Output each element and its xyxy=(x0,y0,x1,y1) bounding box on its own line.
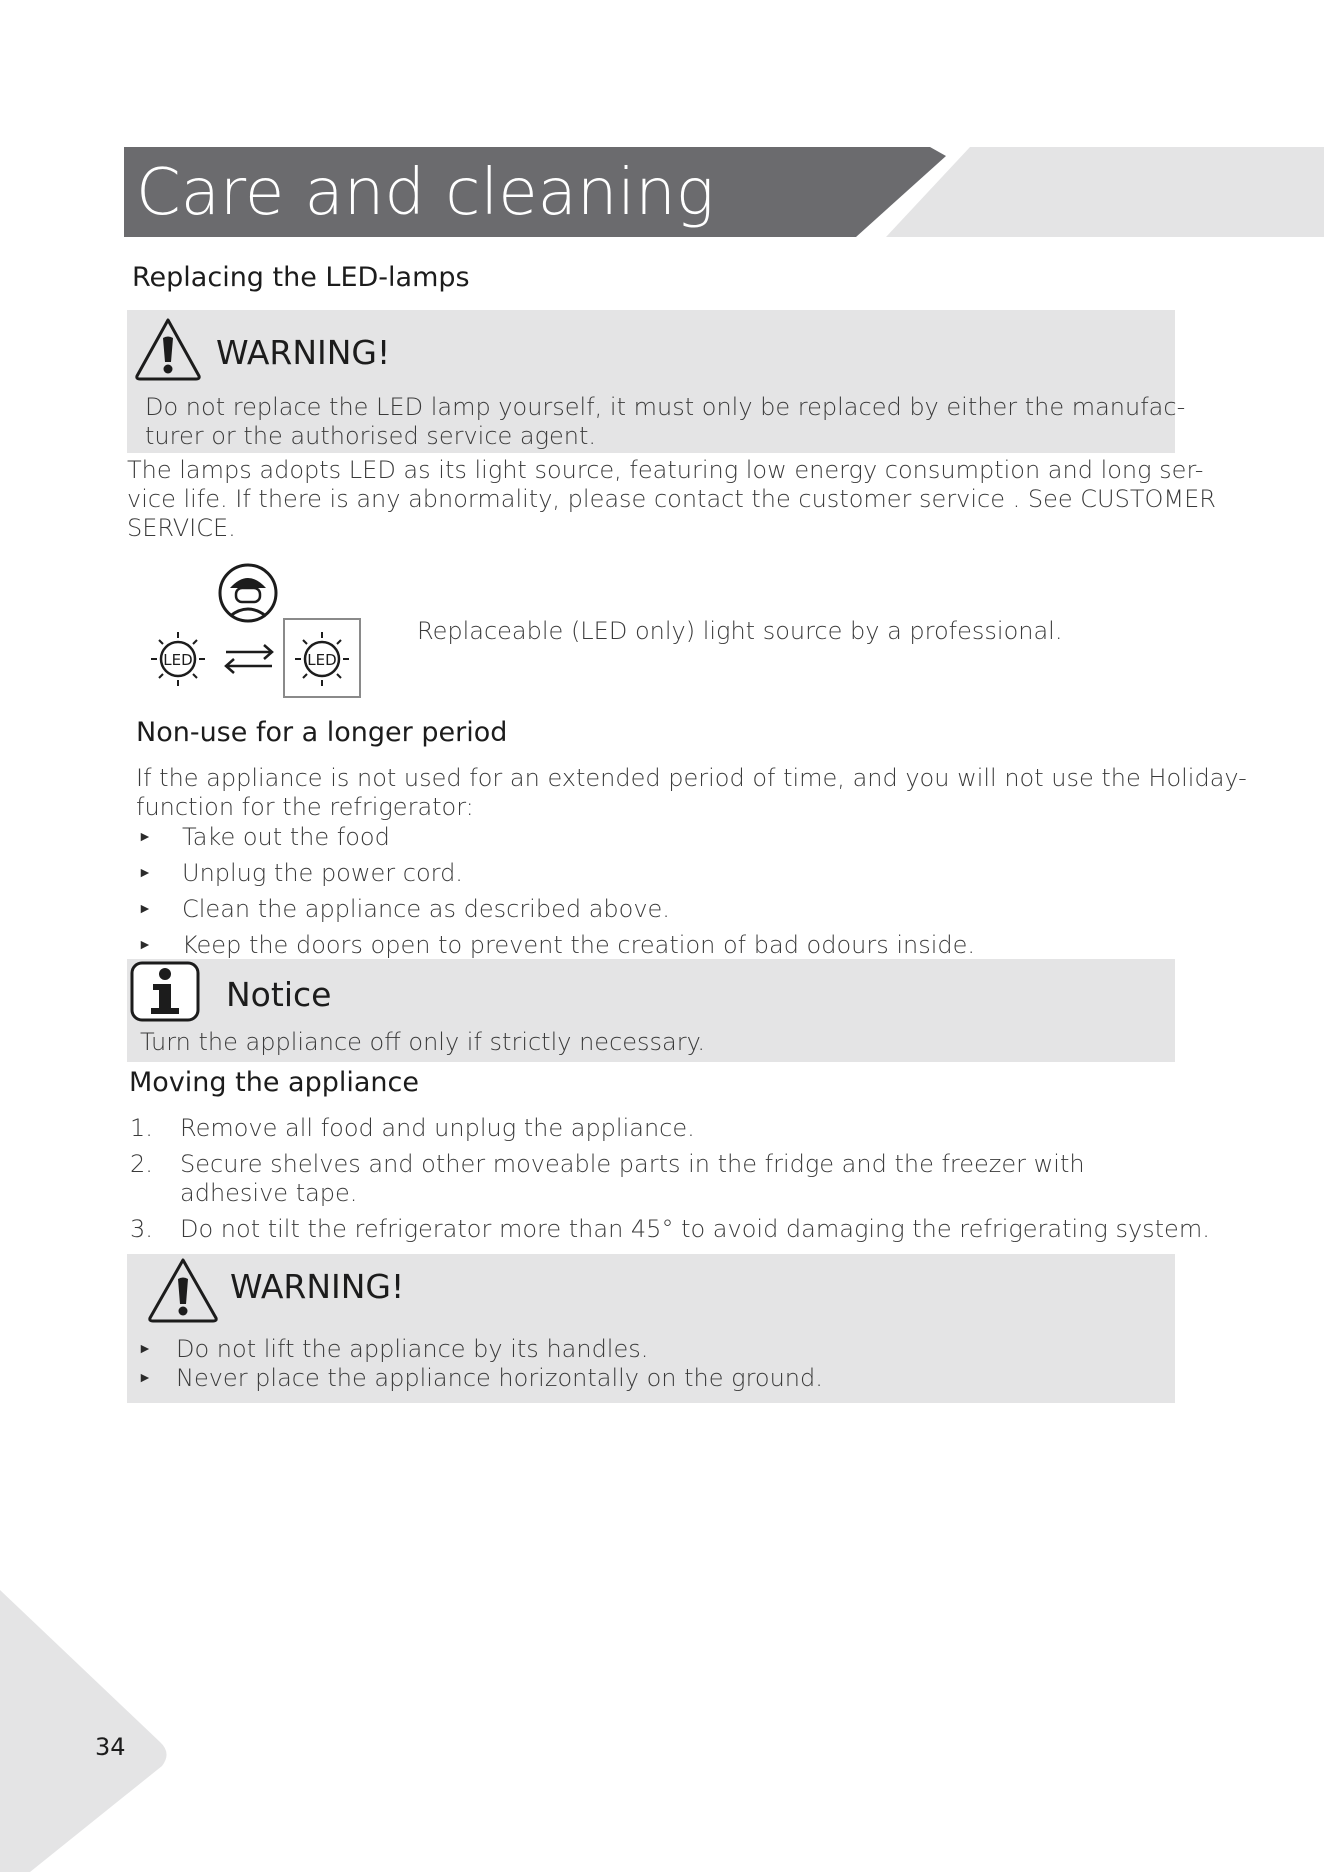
led-replacement-icon xyxy=(138,560,378,700)
nonuse-intro-line1: If the appliance is not used for an extended period of time, and you will not use the Holiday- xyxy=(136,764,1247,792)
warning-title-led: WARNING! xyxy=(216,333,391,372)
notice-title: Notice xyxy=(226,975,332,1014)
header-banner-light xyxy=(886,147,1324,237)
technician-icon xyxy=(220,565,276,621)
list-item: ► Take out the food xyxy=(138,823,390,851)
warning-text-led-line2: turer or the authorised service agent. xyxy=(145,422,597,450)
page-number: 34 xyxy=(95,1733,126,1761)
notice-text: Turn the appliance off only if strictly necessary. xyxy=(140,1028,706,1056)
bullet-arrow-icon: ► xyxy=(138,1341,152,1357)
warning-title-moving: WARNING! xyxy=(230,1267,405,1306)
page-title: Care and cleaning xyxy=(136,156,715,230)
warning-text-led-line1: Do not replace the LED lamp yourself, it must only be replaced by either the manufac- xyxy=(145,393,1186,421)
bullet-arrow-icon: ► xyxy=(138,901,152,917)
info-icon xyxy=(129,960,203,1024)
led-icon-caption: Replaceable (LED only) light source by a professional. xyxy=(417,617,1063,645)
led-label-left: LED xyxy=(163,651,193,669)
section-heading-nonuse: Non-use for a longer period xyxy=(136,717,508,748)
warning-triangle-icon xyxy=(133,316,203,382)
bullet-arrow-icon: ► xyxy=(138,865,152,881)
bullet-arrow-icon: ► xyxy=(138,937,152,953)
list-item: ► Do not lift the appliance by its handles. xyxy=(138,1335,649,1363)
led-label-right: LED xyxy=(307,651,337,669)
list-item: ► Never place the appliance horizontally on the ground. xyxy=(138,1364,823,1392)
list-item: 2. Secure shelves and other moveable parts in the fridge and the freezer with adhesive tape. xyxy=(130,1150,1085,1207)
nonuse-intro-line2: function for the refrigerator: xyxy=(136,793,474,821)
led-paragraph-line1: The lamps adopts LED as its light source, featuring low energy consumption and long ser- xyxy=(127,456,1204,484)
bullet-arrow-icon: ► xyxy=(138,829,152,845)
led-paragraph-line2: vice life. If there is any abnormality, please contact the customer service . See CUSTOMER xyxy=(127,485,1216,513)
list-item: ► Clean the appliance as described above. xyxy=(138,895,670,923)
bullet-arrow-icon: ► xyxy=(138,1370,152,1386)
warning-triangle-icon xyxy=(145,1256,221,1324)
list-item: ► Unplug the power cord. xyxy=(138,859,463,887)
list-item: 3. Do not tilt the refrigerator more than 45° to avoid damaging the refrigerating system. xyxy=(130,1215,1210,1243)
section-heading-led: Replacing the LED-lamps xyxy=(132,262,470,293)
section-heading-moving: Moving the appliance xyxy=(129,1067,419,1098)
led-paragraph-line3: SERVICE. xyxy=(127,514,236,542)
list-item: 1. Remove all food and unplug the appliance. xyxy=(130,1114,695,1142)
swap-arrows-icon xyxy=(226,645,272,673)
list-item: ► Keep the doors open to prevent the creation of bad odours inside. xyxy=(138,931,976,959)
page-corner-tab xyxy=(0,1590,180,1872)
